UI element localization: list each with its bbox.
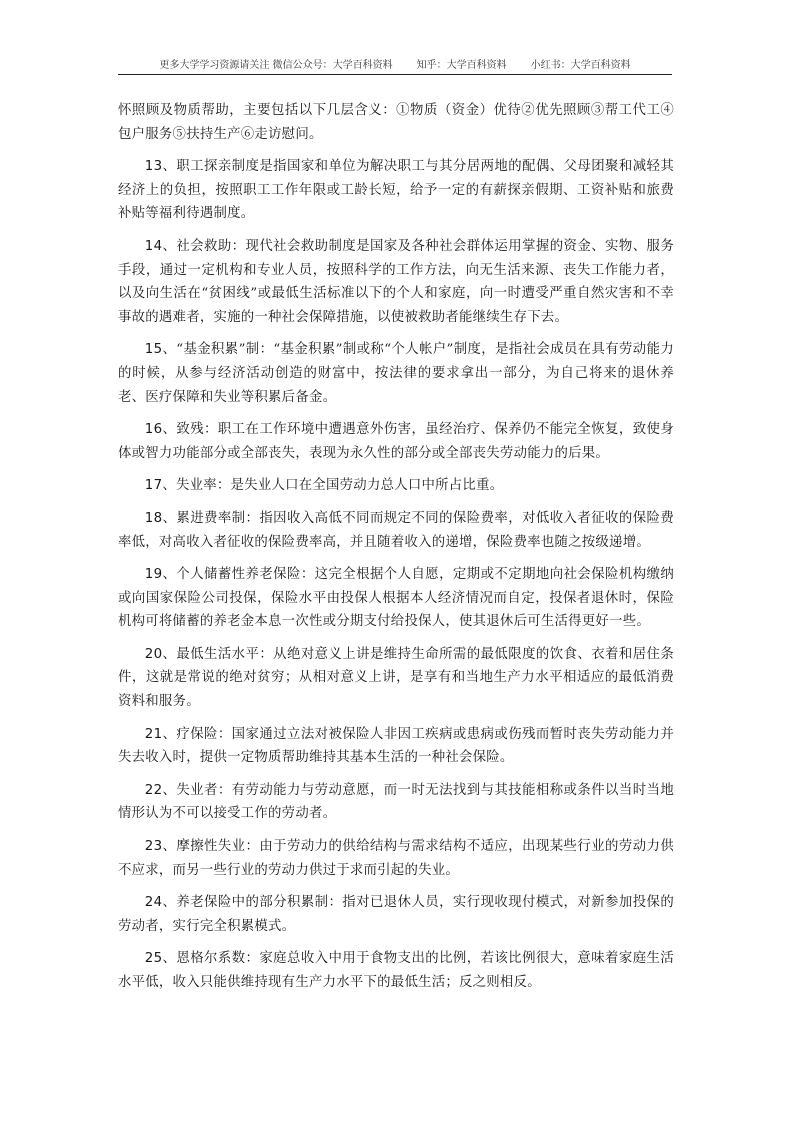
term-number: 14 [144,238,163,254]
term-text: 、个人储蓄性养老保险：这完全根据个人自愿，定期或不定期地向社会保险机构缴纳或向国家保险公司投保，保险水平由投保人根据本人经济情况而自定，投保者退休时，保险机构可将储蓄的养老金本息一次性或分期支付给投保人，使其退休后可生活得更好一些。 [118,567,674,630]
term-19 [118,563,674,634]
term-text: 、社会救助：现代社会救助制度是国家及各种社会群体运用掌握的资金、实物、服务手段，通过一定机构和专业人员，按照科学的工作方法，向无生活来源、丧失工作能力者，以及向生活在“贫困线”或最低生活标准以下的个人和家庭，向一时遭受严重自然灾害和不幸事故的遇难者，实施的一种社会保障措施，以使被救助者能继续生存下去。 [118,238,674,325]
term-21 [118,723,674,770]
term-number: 23 [144,839,163,855]
term-17 [118,474,674,498]
term-20 [118,643,674,714]
term-number: 18 [144,510,163,526]
term-13 [118,155,674,226]
term-text: 、“基金积累”制：“基金积累”制或称“个人帐户”制度，是指社会成员在具有劳动能力的时候，从参与经济活动创造的财富中，按法律的要求拿出一部分，为自己将来的退休养老、医疗保障和失业等积累后备金。 [118,342,674,405]
term-23 [118,835,674,882]
header-text [118,56,672,71]
term-number: 22 [144,782,163,798]
term-number: 15 [144,342,163,358]
paragraph-text: 怀照顾及物质帮助，主要包括以下几层含义：①物质（资金）优待②优先照顾③帮工代工④包户服务⑤扶持生产⑥走访慰问。 [118,103,674,142]
term-14 [118,235,674,329]
term-text: 、摩擦性失业：由于劳动力的供给结构与需求结构不适应，出现某些行业的劳动力供不应求，而另一些行业的劳动力供过于求而引起的失业。 [118,839,674,878]
term-number: 21 [144,726,163,742]
term-16 [118,418,674,465]
term-text: 、疗保险：国家通过立法对被保险人非因工疾病或患病或伤残而暂时丧失劳动能力并失去收入时，提供一定物质帮助维持其基本生活的一种社会保险。 [118,726,674,766]
term-text: 、致残：职工在工作环境中遭遇意外伤害，虽经治疗、保养仍不能完全恢复，致使身体或智力功能部分或全部丧失，表现为永久性的部分或全部丧失劳动能力的后果。 [118,422,674,461]
header-zhihu: 知乎：大学百科资料 [416,60,507,71]
term-number: 19 [144,567,163,583]
term-18 [118,507,674,554]
term-text: 、养老保险中的部分积累制：指对已退休人员，实行现收现付模式，对新参加投保的劳动者，实行完全积累模式。 [118,895,674,934]
paragraph-continuation [118,99,674,146]
term-25 [118,947,674,994]
term-24 [118,891,674,938]
term-text: 、恩格尔系数：家庭总收入中用于食物支出的比例，若该比例很大，意味着家庭生活水平低，收入只能供维持现有生产力水平下的最低生活；反之则相反。 [118,951,674,990]
term-number: 17 [144,478,163,494]
term-text: 、职工探亲制度是指国家和单位为解决职工与其分居两地的配偶、父母团聚和减轻其经济上的负担，按照职工工作年限或工龄长短，给予一定的有薪探亲假期、工资补贴和旅费补贴等福利待遇制度。 [118,159,674,222]
term-text: 、最低生活水平：从绝对意义上讲是维持生命所需的最低限度的饮食、衣着和居住条件，这就是常说的绝对贫穷；从相对意义上讲，是享有和当地生产力水平相适应的最低消费资料和服务。 [118,646,674,710]
term-number: 25 [144,951,163,967]
term-text: 、失业率：是失业人口在全国劳动力总人口中所占比重。 [162,478,504,494]
header-promo: 更多大学学习资源请关注 微信公众号：大学百科资料 [159,60,393,71]
header-xiaohongshu: 小红书：大学百科资料 [530,60,631,71]
term-number: 13 [144,159,163,175]
term-22 [118,779,674,826]
term-number: 16 [144,422,163,438]
term-number: 24 [144,895,163,911]
term-text: 、累进费率制：指因收入高低不同而规定不同的保险费率，对低收入者征收的保险费率低，对高收入者征收的保险费率高，并且随着收入的递增，保险费率也随之按级递增。 [118,510,674,550]
document-body [118,99,674,1004]
page-header [118,52,672,75]
term-text: 、失业者：有劳动能力与劳动意愿，而一时无法找到与其技能相称或条件以当时当地情形认为不可以接受工作的劳动者。 [118,782,674,822]
term-number: 20 [144,646,163,662]
term-15 [118,338,674,409]
